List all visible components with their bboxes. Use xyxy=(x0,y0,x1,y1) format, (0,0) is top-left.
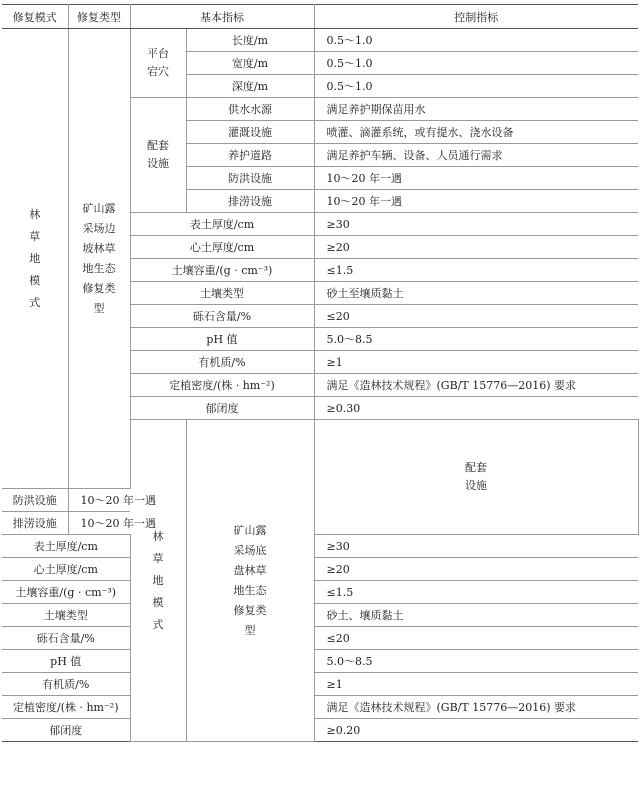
indicator-cell: pH 值 xyxy=(2,650,130,673)
indicator-cell: 土壤类型 xyxy=(2,604,130,627)
table-row xyxy=(2,696,638,719)
header-control-indicator: 控制指标 xyxy=(314,5,638,29)
value-cell: ≥30 xyxy=(314,535,638,558)
section1-platform-group: 平台宕穴 xyxy=(130,29,186,98)
section2-facilities-group: 配套设施 xyxy=(314,420,638,535)
value-cell: 0.5～1.0 xyxy=(314,29,638,52)
indicator-cell: 排涝设施 xyxy=(2,512,68,535)
indicator-cell: 砾石含量/% xyxy=(2,627,130,650)
value-cell: ≥1 xyxy=(314,673,638,696)
indicator-cell: 有机质/% xyxy=(130,351,314,374)
section2-mode: 林草地模式 xyxy=(130,420,186,742)
indicator-cell: 心土厚度/cm xyxy=(2,558,130,581)
indicator-cell: 宽度/m xyxy=(186,52,314,75)
value-cell: 喷灌、滴灌系统，或有提水、浇水设备 xyxy=(314,121,638,144)
indicator-cell: 表土厚度/cm xyxy=(130,213,314,236)
table-row xyxy=(2,29,638,52)
indicator-cell: 定植密度/(株 · hm⁻²) xyxy=(130,374,314,397)
table-row xyxy=(2,719,638,742)
section1-type: 矿山露采场边坡林草地生态修复类型 xyxy=(68,29,130,489)
indicator-cell: 深度/m xyxy=(186,75,314,98)
table-row xyxy=(2,627,638,650)
value-cell: 10～20 年一遇 xyxy=(68,489,130,512)
value-cell: ≤20 xyxy=(314,627,638,650)
table-row xyxy=(2,535,638,558)
section2-type: 矿山露采场底盘林草地生态修复类型 xyxy=(186,420,314,742)
value-cell: ≤1.5 xyxy=(314,259,638,282)
value-cell: ≥20 xyxy=(314,558,638,581)
value-cell: ≤1.5 xyxy=(314,581,638,604)
indicator-cell: pH 值 xyxy=(130,328,314,351)
indicator-cell: 供水水源 xyxy=(186,98,314,121)
indicator-cell: 防洪设施 xyxy=(2,489,68,512)
indicator-cell: 郁闭度 xyxy=(130,397,314,420)
value-cell: 满足养护期保苗用水 xyxy=(314,98,638,121)
indicator-cell: 长度/m xyxy=(186,29,314,52)
value-cell: 砂土至壤质黏土 xyxy=(314,282,638,305)
header-mode: 修复模式 xyxy=(2,5,68,29)
table-row xyxy=(2,673,638,696)
section1-mode: 林草地模式 xyxy=(2,29,68,489)
table-row xyxy=(2,650,638,673)
indicator-cell: 郁闭度 xyxy=(2,719,130,742)
value-cell: ≥0.30 xyxy=(314,397,638,420)
restoration-indicator-table xyxy=(2,4,638,742)
indicator-cell: 土壤类型 xyxy=(130,282,314,305)
value-cell: ≥1 xyxy=(314,351,638,374)
value-cell: 5.0～8.5 xyxy=(314,328,638,351)
value-cell: 5.0～8.5 xyxy=(314,650,638,673)
value-cell: 10～20 年一遇 xyxy=(314,167,638,190)
indicator-cell: 心土厚度/cm xyxy=(130,236,314,259)
indicator-cell: 表土厚度/cm xyxy=(2,535,130,558)
header-basic-indicator: 基本指标 xyxy=(130,5,314,29)
indicator-cell: 有机质/% xyxy=(2,673,130,696)
value-cell: 砂土、壤质黏土 xyxy=(314,604,638,627)
table-row xyxy=(2,558,638,581)
value-cell: 满足《造林技术规程》(GB/T 15776—2016) 要求 xyxy=(314,374,638,397)
indicator-cell: 定植密度/(株 · hm⁻²) xyxy=(2,696,130,719)
value-cell: 满足《造林技术规程》(GB/T 15776—2016) 要求 xyxy=(314,696,638,719)
table-header-row xyxy=(2,5,638,29)
value-cell: 0.5～1.0 xyxy=(314,52,638,75)
section1-facilities-group: 配套设施 xyxy=(130,98,186,213)
indicator-cell: 排涝设施 xyxy=(186,190,314,213)
value-cell: 0.5～1.0 xyxy=(314,75,638,98)
value-cell: 10～20 年一遇 xyxy=(314,190,638,213)
indicator-cell: 防洪设施 xyxy=(186,167,314,190)
indicator-cell: 灌溉设施 xyxy=(186,121,314,144)
value-cell: ≤20 xyxy=(314,305,638,328)
value-cell: ≥30 xyxy=(314,213,638,236)
indicator-cell: 养护道路 xyxy=(186,144,314,167)
value-cell: ≥20 xyxy=(314,236,638,259)
value-cell: 满足养护车辆、设备、人员通行需求 xyxy=(314,144,638,167)
value-cell: ≥0.20 xyxy=(314,719,638,742)
indicator-cell: 土壤容重/(g · cm⁻³) xyxy=(130,259,314,282)
value-cell: 10～20 年一遇 xyxy=(68,512,130,535)
table-row xyxy=(2,581,638,604)
indicator-cell: 土壤容重/(g · cm⁻³) xyxy=(2,581,130,604)
table-row xyxy=(2,604,638,627)
indicator-cell: 砾石含量/% xyxy=(130,305,314,328)
header-type: 修复类型 xyxy=(68,5,130,29)
